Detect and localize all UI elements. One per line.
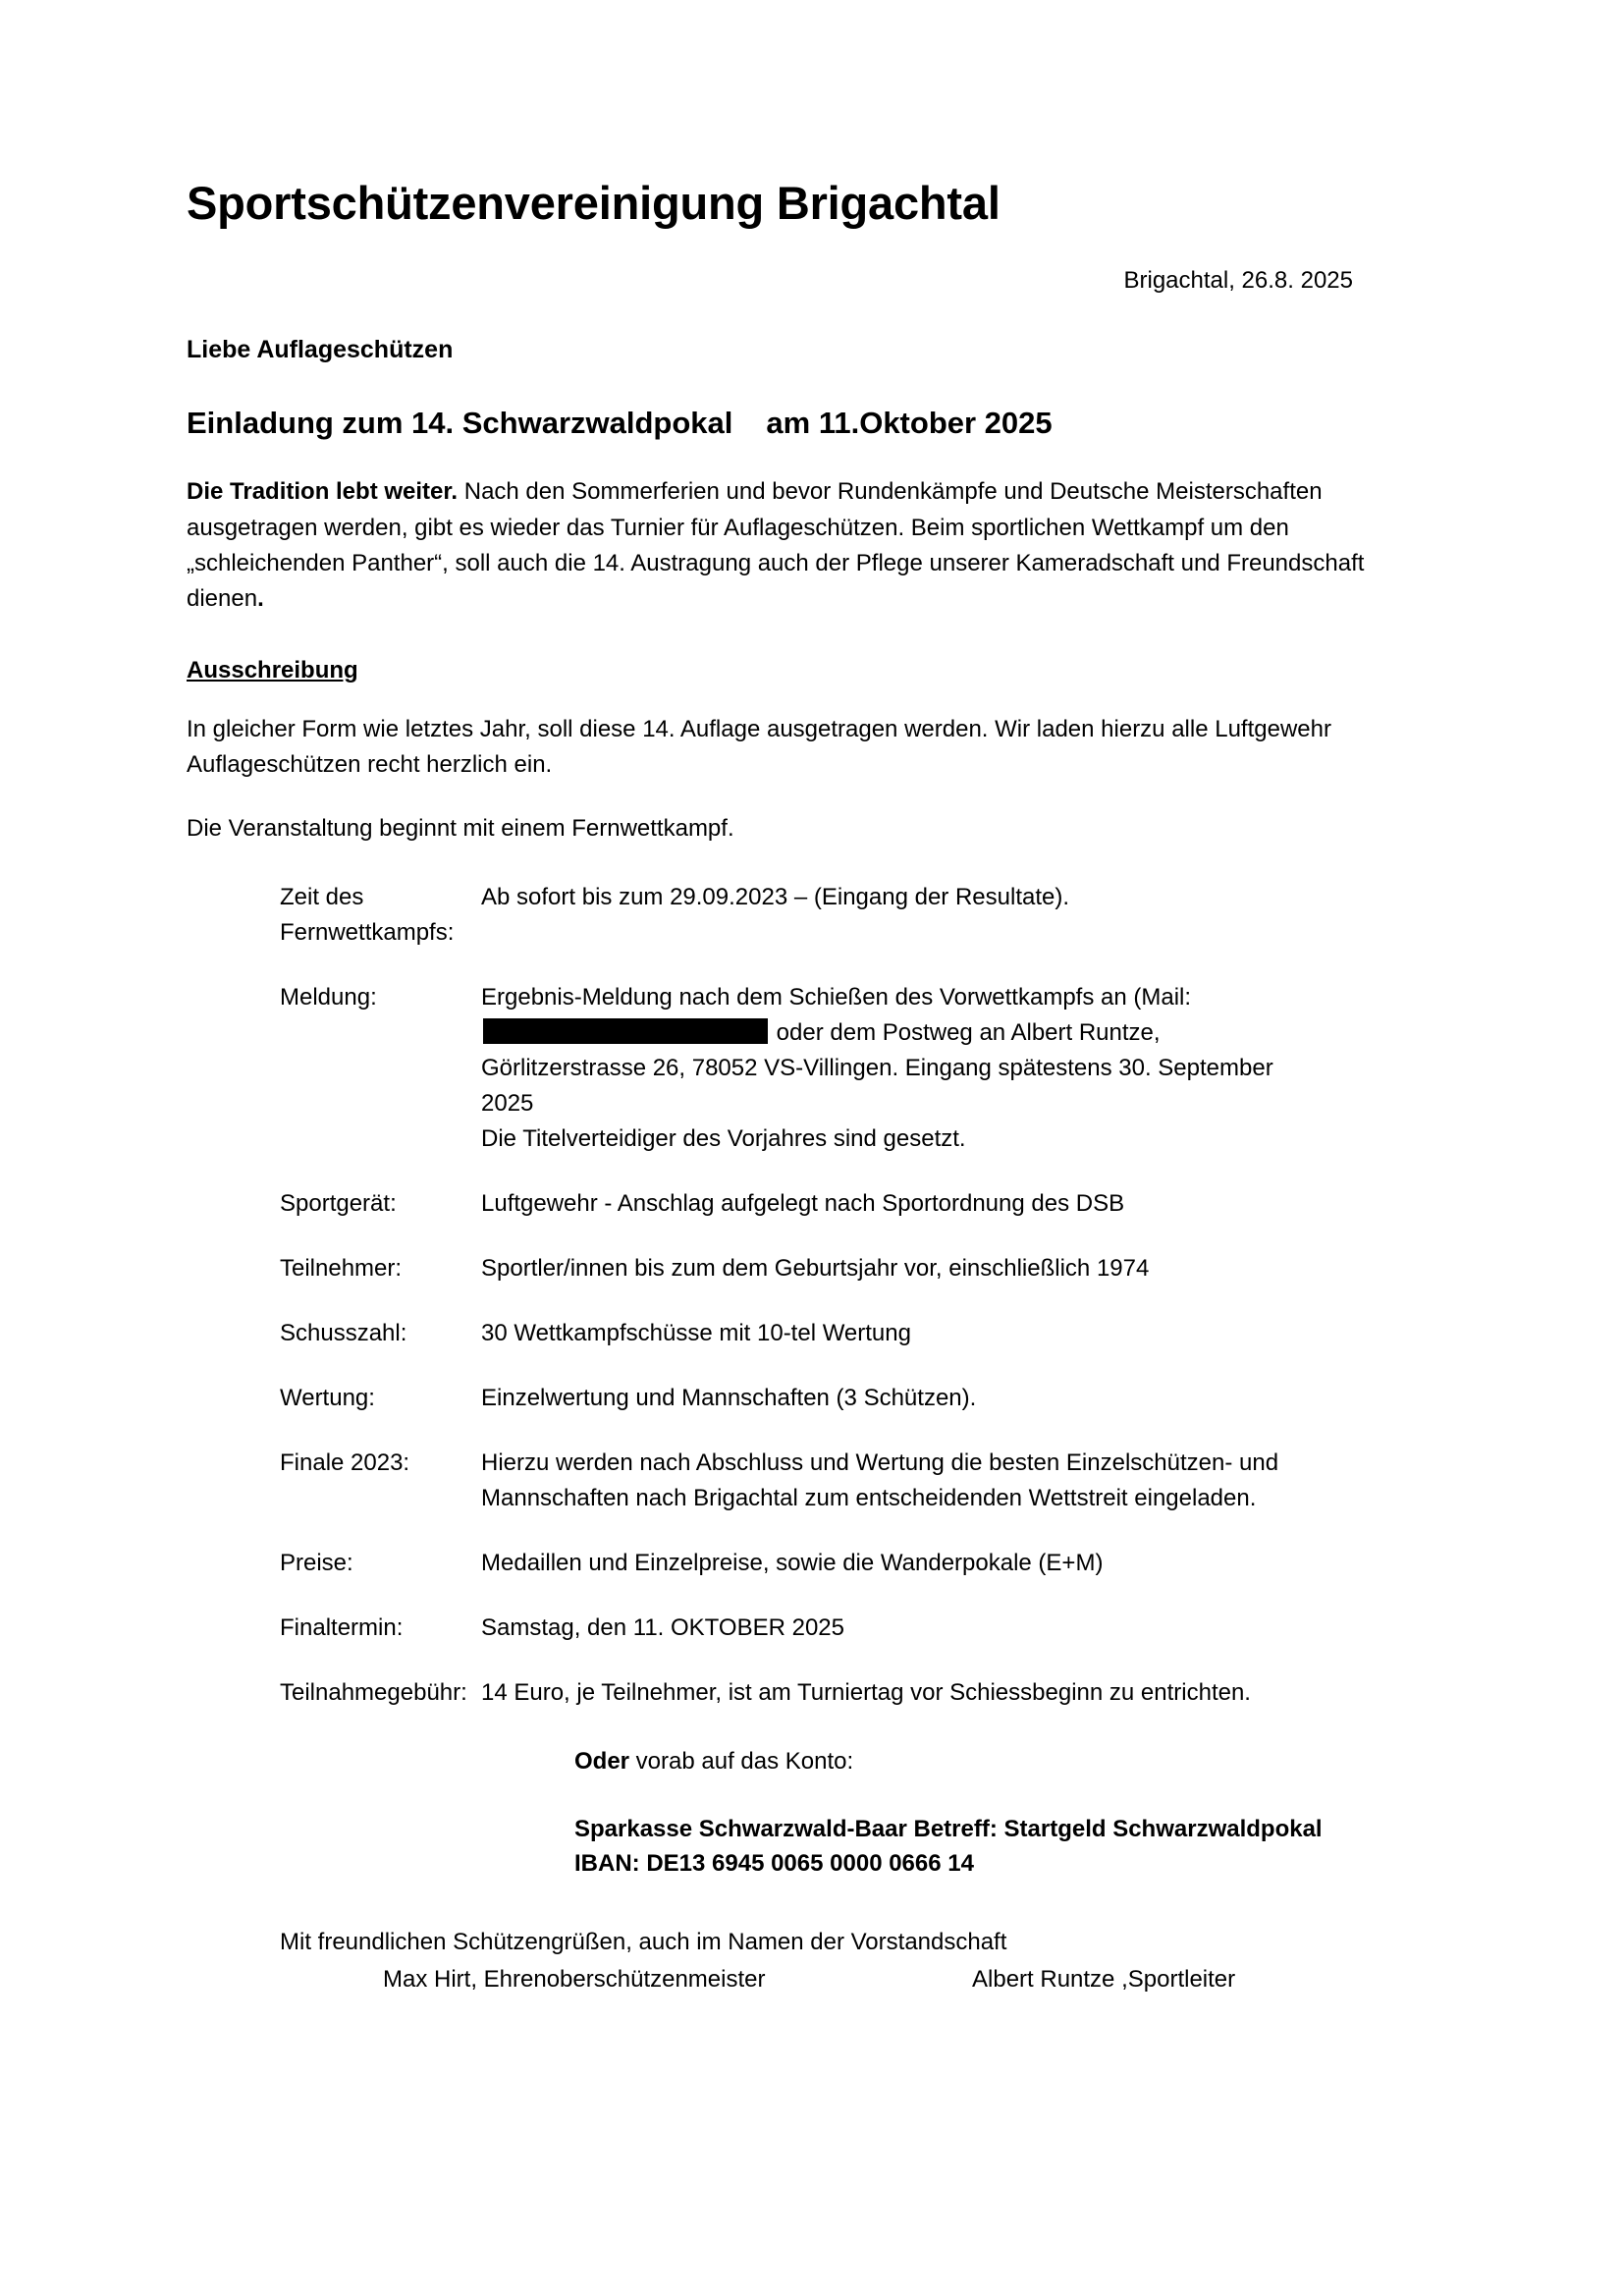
spec-value: Einzelwertung und Mannschaften (3 Schützen).: [481, 1385, 977, 1412]
section-heading-ausschreibung: Ausschreibung: [187, 656, 358, 683]
intro-text-end: .: [257, 585, 264, 613]
spec-value: Samstag, den 11. OKTOBER 2025: [481, 1614, 844, 1642]
spec-row-finaltermin: [187, 1611, 1436, 1646]
spec-label: Meldung:: [280, 984, 377, 1011]
date-line: Brigachtal, 26.8. 2025: [1123, 267, 1353, 295]
spec-value: 30 Wettkampfschüsse mit 10-tel Wertung: [481, 1320, 911, 1347]
signer-right: Albert Runtze ,Sportleiter: [972, 1965, 1236, 1993]
bank-name-line: Sparkasse Schwarzwald-Baar Betreff: Startgeld Schwarzwaldpokal: [574, 1816, 1323, 1843]
spec-row-wertung: [187, 1381, 1436, 1416]
intro-bold: Die Tradition lebt weiter.: [187, 478, 459, 506]
spec-label: Wertung:: [280, 1385, 375, 1412]
redacted-email-bar: [483, 1018, 768, 1044]
oder-rest: vorab auf das Konto:: [629, 1748, 854, 1776]
spec-list: [187, 880, 1436, 1711]
spec-value: Luftgewehr - Anschlag aufgelegt nach Sportordnung des DSB: [481, 1190, 1125, 1218]
bank-iban-line: IBAN: DE13 6945 0065 0000 0666 14: [574, 1850, 974, 1878]
spec-value: Hierzu werden nach Abschluss und Wertung die besten Einzelschützen- und Mannschaften nach Brigachtal zum entscheidenden Wettstreit eingeladen.: [481, 1449, 1279, 1512]
spec-row-teilnehmer: [187, 1251, 1436, 1286]
spec-label: Preise:: [280, 1550, 353, 1577]
payment-oder-line: [187, 1748, 1436, 1776]
ausschreibung-paragraph: In gleicher Form wie letztes Jahr, soll diese 14. Auflage ausgetragen werden. Wir laden hierzu alle Luftgewehr Auflageschützen recht herzlich ein.: [187, 715, 1331, 779]
spec-label: Zeit des Fernwettkampfs:: [280, 884, 455, 947]
spec-row-sportgeraet: [187, 1186, 1436, 1222]
meldung-line1: Ergebnis-Meldung nach dem Schießen des Vorwettkampfs an (Mail:: [481, 984, 1192, 1011]
meldung-line3: Die Titelverteidiger des Vorjahres sind gesetzt.: [481, 1125, 966, 1153]
spec-value: 14 Euro, je Teilnehmer, ist am Turniertag vor Schiessbeginn zu entrichten.: [481, 1679, 1251, 1707]
bank-details: [187, 1813, 1436, 1882]
spec-row-zeit: [187, 880, 1436, 951]
spec-label: Schusszahl:: [280, 1320, 407, 1347]
spec-row-preise: [187, 1546, 1436, 1581]
page-title: Sportschützenvereinigung Brigachtal: [187, 177, 1001, 229]
spec-row-teilnahmegebuehr: [187, 1675, 1436, 1711]
salutation: Liebe Auflageschützen: [187, 336, 454, 364]
spec-label: Teilnehmer:: [280, 1255, 403, 1283]
spec-label: Finale 2023:: [280, 1449, 410, 1477]
invitation-title: Einladung zum 14. Schwarzwaldpokal: [187, 406, 733, 441]
intro-text: Nach den Sommerferien und bevor Rundenkämpfe und Deutsche Meisterschaften ausgetragen werden, gibt es wieder das Turnier für Auflageschützen. Beim sportlichen Wettkampf um den „schleichenden Panther“, soll auch die 14. Austragung auch der Pflege unserer Kameradschaft und Freundschaft dienen: [187, 478, 1365, 613]
spec-row-meldung: [187, 980, 1436, 1157]
spec-label: Finaltermin:: [280, 1614, 404, 1642]
spec-value: [481, 980, 1325, 1157]
signature-row: [187, 1966, 1436, 1994]
oder-bold: Oder: [574, 1748, 630, 1776]
invitation-date: am 11.Oktober 2025: [766, 406, 1053, 441]
fernwettkampf-paragraph: Die Veranstaltung beginnt mit einem Fernwettkampf.: [187, 814, 734, 842]
spec-label: Teilnahmegebühr:: [280, 1679, 467, 1707]
meldung-line2: oder dem Postweg an Albert Runtze, Görlitzerstrasse 26, 78052 VS-Villingen. Eingang spätestens 30. September 2025: [481, 1019, 1273, 1118]
spec-value: Ab sofort bis zum 29.09.2023 – (Eingang der Resultate).: [481, 884, 1070, 911]
spec-value: Sportler/innen bis zum dem Geburtsjahr vor, einschließlich 1974: [481, 1255, 1150, 1283]
closing-greeting: Mit freundlichen Schützengrüßen, auch im Namen der Vorstandschaft: [280, 1928, 1007, 1955]
spec-value: Medaillen und Einzelpreise, sowie die Wanderpokale (E+M): [481, 1550, 1104, 1577]
invitation-heading: [187, 406, 1436, 441]
intro-paragraph: [187, 474, 1394, 618]
spec-label: Sportgerät:: [280, 1190, 397, 1218]
spec-row-schusszahl: [187, 1316, 1436, 1351]
signer-left: Max Hirt, Ehrenoberschützenmeister: [383, 1965, 766, 1993]
spec-row-finale: [187, 1446, 1436, 1516]
